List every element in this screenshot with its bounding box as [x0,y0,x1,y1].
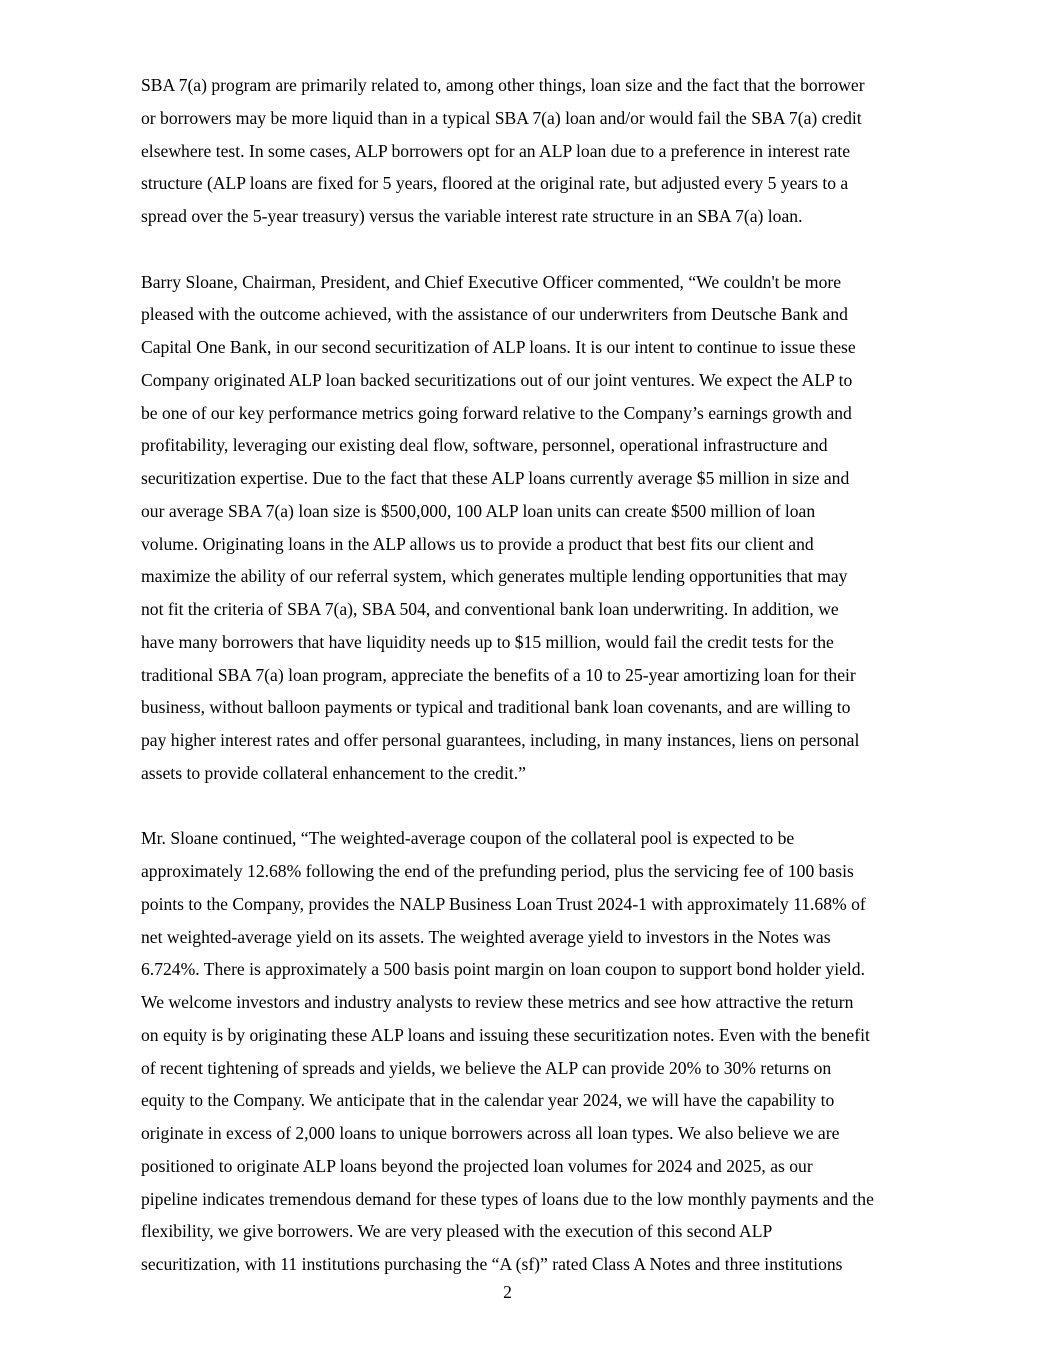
text-line: not fit the criteria of SBA 7(a), SBA 504, and conventional bank loan underwriting. In addition, we [141,599,839,619]
paragraph-ceo-comment [141,266,941,790]
text-line: assets to provide collateral enhancement to the credit.” [141,762,526,783]
text-line: spread over the 5-year treasury) versus the variable interest rate structure in an SBA 7(a) loan. [141,206,803,226]
text-line: positioned to originate ALP loans beyond the projected loan volumes for 2024 and 2025, as our [141,1155,813,1176]
text-line: securitization expertise. Due to the fact that these ALP loans currently average $5 million in size and [141,468,850,488]
text-line: of recent tightening of spreads and yields, we believe the ALP can provide 20% to 30% returns on [141,1057,832,1078]
text-line: pleased with the outcome achieved, with the assistance of our underwriters from Deutsche Bank and [141,304,848,325]
text-line: business, without balloon payments or typical and traditional bank loan covenants, and are willing to [141,697,851,718]
text-line: be one of our key performance metrics going forward relative to the Company’s earnings growth and [141,402,852,423]
paragraph-sloane-continued [141,822,941,1281]
text-line: Capital One Bank, in our second securitization of ALP loans. It is our intent to continue to issue these [141,337,856,357]
text-line: equity to the Company. We anticipate that in the calendar year 2024, we will have the capability to [141,1090,835,1111]
text-line: Company originated ALP loan backed securitizations out of our joint ventures. We expect the ALP to [141,369,853,390]
text-line: originate in excess of 2,000 loans to unique borrowers across all loan types. We also believe we are [141,1123,840,1143]
text-line: securitization, with 11 institutions purchasing the “A (sf)” rated Class A Notes and three institutions [141,1254,843,1274]
text-line: our average SBA 7(a) loan size is $500,000, 100 ALP loan units can create $500 million of loan [141,500,816,521]
text-line: Barry Sloane, Chairman, President, and Chief Executive Officer commented, “We couldn't be more [141,271,842,292]
text-line: volume. Originating loans in the ALP allows us to provide a product that best fits our client and [141,533,814,554]
text-line: on equity is by originating these ALP loans and issuing these securitization notes. Even with the benefit [141,1024,870,1045]
text-line: profitability, leveraging our existing deal flow, software, personnel, operational infrastructure and [141,435,828,456]
text-line: pay higher interest rates and offer personal guarantees, including, in many instances, liens on personal [141,730,860,750]
text-line: Mr. Sloane continued, “The weighted-average coupon of the collateral pool is expected to be [141,828,795,849]
text-line: maximize the ability of our referral system, which generates multiple lending opportunities that may [141,566,848,587]
text-line: or borrowers may be more liquid than in a typical SBA 7(a) loan and/or would fail the SBA 7(a) credit [141,107,862,128]
paragraph-alp-structure [141,69,941,233]
page-number: 2 [503,1282,512,1302]
text-line: points to the Company, provides the NALP Business Loan Trust 2024-1 with approximately 11.68% of [141,893,866,914]
text-line: We welcome investors and industry analysts to review these metrics and see how attractive the return [141,992,854,1012]
text-line: SBA 7(a) program are primarily related to, among other things, loan size and the fact that the borrower [141,75,865,95]
text-line: traditional SBA 7(a) loan program, appreciate the benefits of a 10 to 25-year amortizing loan for their [141,664,856,685]
text-line: elsewhere test. In some cases, ALP borrowers opt for an ALP loan due to a preference in interest rate [141,140,851,161]
text-line: 6.724%. There is approximately a 500 basis point margin on loan coupon to support bond holder yield. [141,959,865,980]
document-body [141,69,941,1281]
text-line: flexibility, we give borrowers. We are very pleased with the execution of this second ALP [141,1221,773,1242]
text-line: pipeline indicates tremendous demand for these types of loans due to the low monthly payments and the [141,1188,874,1209]
text-line: have many borrowers that have liquidity needs up to $15 million, would fail the credit tests for the [141,631,834,652]
text-line: structure (ALP loans are fixed for 5 years, floored at the original rate, but adjusted every 5 years to a [141,173,849,194]
text-line: approximately 12.68% following the end of the prefunding period, plus the servicing fee of 100 basis [141,861,854,881]
text-line: net weighted-average yield on its assets. The weighted average yield to investors in the Notes was [141,926,831,947]
